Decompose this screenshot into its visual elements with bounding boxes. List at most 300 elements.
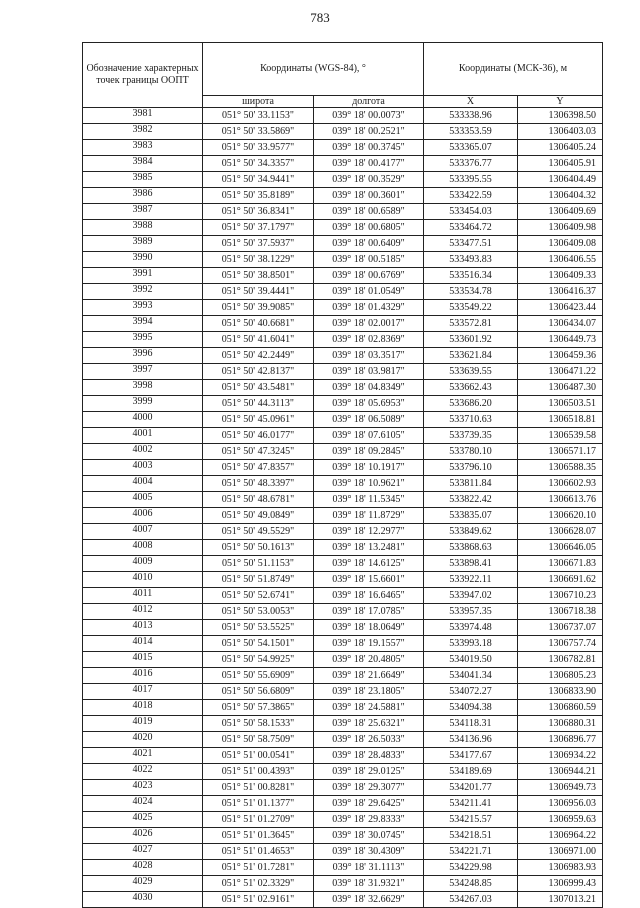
latitude-cell: 051° 50' 41.6041" xyxy=(203,332,314,348)
latitude-cell: 051° 50' 34.9441" xyxy=(203,172,314,188)
longitude-cell: 039° 18' 18.0649" xyxy=(314,620,424,636)
point-id: 4025 xyxy=(83,812,203,828)
x-cell: 533947.02 xyxy=(424,588,518,604)
point-id: 3989 xyxy=(83,236,203,252)
longitude-cell: 039° 18' 29.6425" xyxy=(314,796,424,812)
latitude-cell: 051° 50' 45.0961" xyxy=(203,412,314,428)
latitude-cell: 051° 50' 54.9925" xyxy=(203,652,314,668)
point-id: 4019 xyxy=(83,716,203,732)
y-cell: 1306409.98 xyxy=(518,220,603,236)
header-point-designation: Обозначение характерных точек границы ООПТ xyxy=(83,43,203,108)
point-id: 4010 xyxy=(83,572,203,588)
point-id: 3994 xyxy=(83,316,203,332)
table-row xyxy=(83,620,603,636)
point-id: 3992 xyxy=(83,284,203,300)
point-id: 3986 xyxy=(83,188,203,204)
x-cell: 533710.63 xyxy=(424,412,518,428)
longitude-cell: 039° 18' 11.5345" xyxy=(314,492,424,508)
latitude-cell: 051° 50' 54.1501" xyxy=(203,636,314,652)
table-row xyxy=(83,428,603,444)
latitude-cell: 051° 50' 47.3245" xyxy=(203,444,314,460)
table-row xyxy=(83,780,603,796)
y-cell: 1306737.07 xyxy=(518,620,603,636)
table-row xyxy=(83,876,603,892)
table-row xyxy=(83,540,603,556)
latitude-cell: 051° 50' 46.0177" xyxy=(203,428,314,444)
y-cell: 1306718.38 xyxy=(518,604,603,620)
y-cell: 1306434.07 xyxy=(518,316,603,332)
x-cell: 534229.98 xyxy=(424,860,518,876)
table-row xyxy=(83,572,603,588)
longitude-cell: 039° 18' 31.9321" xyxy=(314,876,424,892)
y-cell: 1306959.63 xyxy=(518,812,603,828)
longitude-cell: 039° 18' 15.6601" xyxy=(314,572,424,588)
table-row xyxy=(83,700,603,716)
point-id: 4026 xyxy=(83,828,203,844)
subheader-longitude: долгота xyxy=(314,96,424,108)
table-row xyxy=(83,220,603,236)
latitude-cell: 051° 50' 33.5869" xyxy=(203,124,314,140)
x-cell: 534136.96 xyxy=(424,732,518,748)
table-row xyxy=(83,380,603,396)
x-cell: 534118.31 xyxy=(424,716,518,732)
table-row xyxy=(83,300,603,316)
x-cell: 533780.10 xyxy=(424,444,518,460)
latitude-cell: 051° 50' 39.9085" xyxy=(203,300,314,316)
y-cell: 1306602.93 xyxy=(518,476,603,492)
longitude-cell: 039° 18' 21.6649" xyxy=(314,668,424,684)
point-id: 3991 xyxy=(83,268,203,284)
x-cell: 533835.07 xyxy=(424,508,518,524)
table-row xyxy=(83,204,603,220)
y-cell: 1306944.21 xyxy=(518,764,603,780)
latitude-cell: 051° 51' 01.2709" xyxy=(203,812,314,828)
longitude-cell: 039° 18' 00.6589" xyxy=(314,204,424,220)
point-id: 3985 xyxy=(83,172,203,188)
y-cell: 1306999.43 xyxy=(518,876,603,892)
point-id: 4005 xyxy=(83,492,203,508)
latitude-cell: 051° 51' 00.0541" xyxy=(203,748,314,764)
y-cell: 1306405.91 xyxy=(518,156,603,172)
latitude-cell: 051° 50' 44.3113" xyxy=(203,396,314,412)
latitude-cell: 051° 51' 01.1377" xyxy=(203,796,314,812)
x-cell: 533686.20 xyxy=(424,396,518,412)
header-msk36: Координаты (МСК-36), м xyxy=(424,43,603,96)
y-cell: 1306628.07 xyxy=(518,524,603,540)
y-cell: 1306934.22 xyxy=(518,748,603,764)
point-id: 4007 xyxy=(83,524,203,540)
table-row xyxy=(83,332,603,348)
x-cell: 533849.62 xyxy=(424,524,518,540)
point-id: 4029 xyxy=(83,876,203,892)
y-cell: 1306782.81 xyxy=(518,652,603,668)
longitude-cell: 039° 18' 30.4309" xyxy=(314,844,424,860)
table-row xyxy=(83,348,603,364)
x-cell: 533621.84 xyxy=(424,348,518,364)
longitude-cell: 039° 18' 00.3745" xyxy=(314,140,424,156)
latitude-cell: 051° 50' 34.3357" xyxy=(203,156,314,172)
x-cell: 533957.35 xyxy=(424,604,518,620)
latitude-cell: 051° 50' 35.8189" xyxy=(203,188,314,204)
longitude-cell: 039° 18' 28.4833" xyxy=(314,748,424,764)
x-cell: 534267.03 xyxy=(424,892,518,908)
y-cell: 1306409.08 xyxy=(518,236,603,252)
longitude-cell: 039° 18' 17.0785" xyxy=(314,604,424,620)
x-cell: 533365.07 xyxy=(424,140,518,156)
x-cell: 534221.71 xyxy=(424,844,518,860)
longitude-cell: 039° 18' 24.5881" xyxy=(314,700,424,716)
x-cell: 533493.83 xyxy=(424,252,518,268)
point-id: 4006 xyxy=(83,508,203,524)
point-id: 4030 xyxy=(83,892,203,908)
point-id: 4015 xyxy=(83,652,203,668)
table-row xyxy=(83,364,603,380)
table-row xyxy=(83,668,603,684)
latitude-cell: 051° 51' 02.3329" xyxy=(203,876,314,892)
coordinates-table xyxy=(82,42,603,908)
point-id: 3981 xyxy=(83,108,203,124)
longitude-cell: 039° 18' 32.6629" xyxy=(314,892,424,908)
point-id: 3990 xyxy=(83,252,203,268)
latitude-cell: 051° 50' 33.9577" xyxy=(203,140,314,156)
y-cell: 1306949.73 xyxy=(518,780,603,796)
table-row xyxy=(83,476,603,492)
y-cell: 1306613.76 xyxy=(518,492,603,508)
latitude-cell: 051° 51' 00.8281" xyxy=(203,780,314,796)
longitude-cell: 039° 18' 10.1917" xyxy=(314,460,424,476)
latitude-cell: 051° 50' 57.3865" xyxy=(203,700,314,716)
longitude-cell: 039° 18' 25.6321" xyxy=(314,716,424,732)
y-cell: 1306956.03 xyxy=(518,796,603,812)
table-row xyxy=(83,652,603,668)
x-cell: 534094.38 xyxy=(424,700,518,716)
latitude-cell: 051° 50' 58.1533" xyxy=(203,716,314,732)
point-id: 3993 xyxy=(83,300,203,316)
longitude-cell: 039° 18' 09.2845" xyxy=(314,444,424,460)
x-cell: 533353.59 xyxy=(424,124,518,140)
x-cell: 533376.77 xyxy=(424,156,518,172)
x-cell: 533464.72 xyxy=(424,220,518,236)
longitude-cell: 039° 18' 07.6105" xyxy=(314,428,424,444)
table-row xyxy=(83,556,603,572)
y-cell: 1306860.59 xyxy=(518,700,603,716)
latitude-cell: 051° 50' 38.8501" xyxy=(203,268,314,284)
table-row xyxy=(83,124,603,140)
point-id: 3984 xyxy=(83,156,203,172)
table-row xyxy=(83,764,603,780)
y-cell: 1306405.24 xyxy=(518,140,603,156)
x-cell: 533796.10 xyxy=(424,460,518,476)
point-id: 3982 xyxy=(83,124,203,140)
latitude-cell: 051° 50' 53.0053" xyxy=(203,604,314,620)
point-id: 4000 xyxy=(83,412,203,428)
latitude-cell: 051° 50' 50.1613" xyxy=(203,540,314,556)
point-id: 4020 xyxy=(83,732,203,748)
point-id: 4004 xyxy=(83,476,203,492)
subheader-y: Y xyxy=(518,96,603,108)
table-row xyxy=(83,508,603,524)
point-id: 4008 xyxy=(83,540,203,556)
longitude-cell: 039° 18' 30.0745" xyxy=(314,828,424,844)
x-cell: 533534.78 xyxy=(424,284,518,300)
x-cell: 533549.22 xyxy=(424,300,518,316)
y-cell: 1306416.37 xyxy=(518,284,603,300)
y-cell: 1306409.69 xyxy=(518,204,603,220)
x-cell: 534211.41 xyxy=(424,796,518,812)
point-id: 3996 xyxy=(83,348,203,364)
point-id: 4014 xyxy=(83,636,203,652)
table-row xyxy=(83,812,603,828)
latitude-cell: 051° 50' 36.8341" xyxy=(203,204,314,220)
longitude-cell: 039° 18' 02.8369" xyxy=(314,332,424,348)
point-id: 3983 xyxy=(83,140,203,156)
x-cell: 533993.18 xyxy=(424,636,518,652)
y-cell: 1306404.32 xyxy=(518,188,603,204)
table-row xyxy=(83,796,603,812)
table-row xyxy=(83,172,603,188)
latitude-cell: 051° 50' 58.7509" xyxy=(203,732,314,748)
y-cell: 1306880.31 xyxy=(518,716,603,732)
coordinates-table-container xyxy=(82,42,602,908)
latitude-cell: 051° 50' 52.6741" xyxy=(203,588,314,604)
y-cell: 1307013.21 xyxy=(518,892,603,908)
x-cell: 534177.67 xyxy=(424,748,518,764)
latitude-cell: 051° 51' 01.7281" xyxy=(203,860,314,876)
longitude-cell: 039° 18' 00.6769" xyxy=(314,268,424,284)
longitude-cell: 039° 18' 05.6953" xyxy=(314,396,424,412)
latitude-cell: 051° 51' 00.4393" xyxy=(203,764,314,780)
point-id: 4012 xyxy=(83,604,203,620)
y-cell: 1306833.90 xyxy=(518,684,603,700)
table-row xyxy=(83,316,603,332)
table-row xyxy=(83,140,603,156)
y-cell: 1306983.93 xyxy=(518,860,603,876)
longitude-cell: 039° 18' 00.0073" xyxy=(314,108,424,124)
longitude-cell: 039° 18' 31.1113" xyxy=(314,860,424,876)
x-cell: 534218.51 xyxy=(424,828,518,844)
table-row xyxy=(83,588,603,604)
x-cell: 533739.35 xyxy=(424,428,518,444)
longitude-cell: 039° 18' 29.8333" xyxy=(314,812,424,828)
latitude-cell: 051° 50' 53.5525" xyxy=(203,620,314,636)
point-id: 4028 xyxy=(83,860,203,876)
y-cell: 1306471.22 xyxy=(518,364,603,380)
x-cell: 534201.77 xyxy=(424,780,518,796)
y-cell: 1306896.77 xyxy=(518,732,603,748)
y-cell: 1306518.81 xyxy=(518,412,603,428)
longitude-cell: 039° 18' 20.4805" xyxy=(314,652,424,668)
x-cell: 533338.96 xyxy=(424,108,518,124)
point-id: 3988 xyxy=(83,220,203,236)
y-cell: 1306710.23 xyxy=(518,588,603,604)
longitude-cell: 039° 18' 26.5033" xyxy=(314,732,424,748)
y-cell: 1306449.73 xyxy=(518,332,603,348)
longitude-cell: 039° 18' 16.6465" xyxy=(314,588,424,604)
longitude-cell: 039° 18' 12.2977" xyxy=(314,524,424,540)
latitude-cell: 051° 50' 49.5529" xyxy=(203,524,314,540)
x-cell: 534248.85 xyxy=(424,876,518,892)
latitude-cell: 051° 50' 51.1153" xyxy=(203,556,314,572)
latitude-cell: 051° 51' 01.3645" xyxy=(203,828,314,844)
table-row xyxy=(83,460,603,476)
x-cell: 533811.84 xyxy=(424,476,518,492)
table-row xyxy=(83,284,603,300)
x-cell: 533395.55 xyxy=(424,172,518,188)
longitude-cell: 039° 18' 19.1557" xyxy=(314,636,424,652)
longitude-cell: 039° 18' 03.3517" xyxy=(314,348,424,364)
x-cell: 533922.11 xyxy=(424,572,518,588)
latitude-cell: 051° 50' 48.3397" xyxy=(203,476,314,492)
latitude-cell: 051° 51' 01.4653" xyxy=(203,844,314,860)
latitude-cell: 051° 50' 33.1153" xyxy=(203,108,314,124)
subheader-latitude: широта xyxy=(203,96,314,108)
x-cell: 533422.59 xyxy=(424,188,518,204)
page-number: 783 xyxy=(310,10,330,25)
y-cell: 1306459.36 xyxy=(518,348,603,364)
table-row xyxy=(83,188,603,204)
point-id: 3999 xyxy=(83,396,203,412)
latitude-cell: 051° 50' 48.6781" xyxy=(203,492,314,508)
table-row xyxy=(83,444,603,460)
longitude-cell: 039° 18' 00.6409" xyxy=(314,236,424,252)
point-id: 3995 xyxy=(83,332,203,348)
longitude-cell: 039° 18' 03.9817" xyxy=(314,364,424,380)
y-cell: 1306539.58 xyxy=(518,428,603,444)
header-row xyxy=(83,43,603,96)
point-id: 4017 xyxy=(83,684,203,700)
x-cell: 533601.92 xyxy=(424,332,518,348)
latitude-cell: 051° 50' 37.1797" xyxy=(203,220,314,236)
y-cell: 1306588.35 xyxy=(518,460,603,476)
longitude-cell: 039° 18' 29.0125" xyxy=(314,764,424,780)
longitude-cell: 039° 18' 00.5185" xyxy=(314,252,424,268)
x-cell: 533477.51 xyxy=(424,236,518,252)
table-row xyxy=(83,732,603,748)
table-row xyxy=(83,252,603,268)
y-cell: 1306406.55 xyxy=(518,252,603,268)
point-id: 4016 xyxy=(83,668,203,684)
point-id: 4021 xyxy=(83,748,203,764)
latitude-cell: 051° 50' 42.8137" xyxy=(203,364,314,380)
longitude-cell: 039° 18' 00.2521" xyxy=(314,124,424,140)
point-id: 4013 xyxy=(83,620,203,636)
x-cell: 533516.34 xyxy=(424,268,518,284)
latitude-cell: 051° 50' 42.2449" xyxy=(203,348,314,364)
point-id: 3998 xyxy=(83,380,203,396)
latitude-cell: 051° 50' 37.5937" xyxy=(203,236,314,252)
y-cell: 1306964.22 xyxy=(518,828,603,844)
longitude-cell: 039° 18' 00.6805" xyxy=(314,220,424,236)
subheader-x: X xyxy=(424,96,518,108)
point-id: 3987 xyxy=(83,204,203,220)
table-row xyxy=(83,748,603,764)
x-cell: 534072.27 xyxy=(424,684,518,700)
longitude-cell: 039° 18' 00.4177" xyxy=(314,156,424,172)
longitude-cell: 039° 18' 11.8729" xyxy=(314,508,424,524)
y-cell: 1306620.10 xyxy=(518,508,603,524)
y-cell: 1306398.50 xyxy=(518,108,603,124)
x-cell: 534215.57 xyxy=(424,812,518,828)
latitude-cell: 051° 51' 02.9161" xyxy=(203,892,314,908)
table-row xyxy=(83,844,603,860)
y-cell: 1306971.00 xyxy=(518,844,603,860)
latitude-cell: 051° 50' 39.4441" xyxy=(203,284,314,300)
y-cell: 1306404.49 xyxy=(518,172,603,188)
table-row xyxy=(83,892,603,908)
table-row xyxy=(83,108,603,124)
longitude-cell: 039° 18' 00.3529" xyxy=(314,172,424,188)
x-cell: 534019.50 xyxy=(424,652,518,668)
table-row xyxy=(83,860,603,876)
y-cell: 1306805.23 xyxy=(518,668,603,684)
point-id: 4022 xyxy=(83,764,203,780)
y-cell: 1306571.17 xyxy=(518,444,603,460)
y-cell: 1306671.83 xyxy=(518,556,603,572)
y-cell: 1306487.30 xyxy=(518,380,603,396)
y-cell: 1306503.51 xyxy=(518,396,603,412)
table-row xyxy=(83,684,603,700)
table-row xyxy=(83,492,603,508)
latitude-cell: 051° 50' 49.0849" xyxy=(203,508,314,524)
longitude-cell: 039° 18' 14.6125" xyxy=(314,556,424,572)
point-id: 3997 xyxy=(83,364,203,380)
table-row xyxy=(83,636,603,652)
table-row xyxy=(83,236,603,252)
longitude-cell: 039° 18' 06.5089" xyxy=(314,412,424,428)
x-cell: 533572.81 xyxy=(424,316,518,332)
x-cell: 533639.55 xyxy=(424,364,518,380)
latitude-cell: 051° 50' 40.6681" xyxy=(203,316,314,332)
latitude-cell: 051° 50' 43.5481" xyxy=(203,380,314,396)
table-row xyxy=(83,828,603,844)
latitude-cell: 051° 50' 47.8357" xyxy=(203,460,314,476)
point-id: 4001 xyxy=(83,428,203,444)
table-row xyxy=(83,412,603,428)
x-cell: 534041.34 xyxy=(424,668,518,684)
longitude-cell: 039° 18' 01.0549" xyxy=(314,284,424,300)
point-id: 4009 xyxy=(83,556,203,572)
point-id: 4011 xyxy=(83,588,203,604)
longitude-cell: 039° 18' 01.4329" xyxy=(314,300,424,316)
latitude-cell: 051° 50' 55.6909" xyxy=(203,668,314,684)
x-cell: 533822.42 xyxy=(424,492,518,508)
x-cell: 533898.41 xyxy=(424,556,518,572)
longitude-cell: 039° 18' 13.2481" xyxy=(314,540,424,556)
point-id: 4023 xyxy=(83,780,203,796)
point-id: 4018 xyxy=(83,700,203,716)
longitude-cell: 039° 18' 23.1805" xyxy=(314,684,424,700)
x-cell: 533454.03 xyxy=(424,204,518,220)
header-wgs84: Координаты (WGS-84), ° xyxy=(203,43,424,96)
y-cell: 1306646.05 xyxy=(518,540,603,556)
point-id: 4027 xyxy=(83,844,203,860)
table-row xyxy=(83,604,603,620)
y-cell: 1306403.03 xyxy=(518,124,603,140)
table-row xyxy=(83,716,603,732)
x-cell: 533974.48 xyxy=(424,620,518,636)
x-cell: 533868.63 xyxy=(424,540,518,556)
table-row xyxy=(83,396,603,412)
x-cell: 534189.69 xyxy=(424,764,518,780)
y-cell: 1306409.33 xyxy=(518,268,603,284)
point-id: 4024 xyxy=(83,796,203,812)
latitude-cell: 051° 50' 51.8749" xyxy=(203,572,314,588)
latitude-cell: 051° 50' 56.6809" xyxy=(203,684,314,700)
table-row xyxy=(83,156,603,172)
y-cell: 1306691.62 xyxy=(518,572,603,588)
longitude-cell: 039° 18' 04.8349" xyxy=(314,380,424,396)
x-cell: 533662.43 xyxy=(424,380,518,396)
